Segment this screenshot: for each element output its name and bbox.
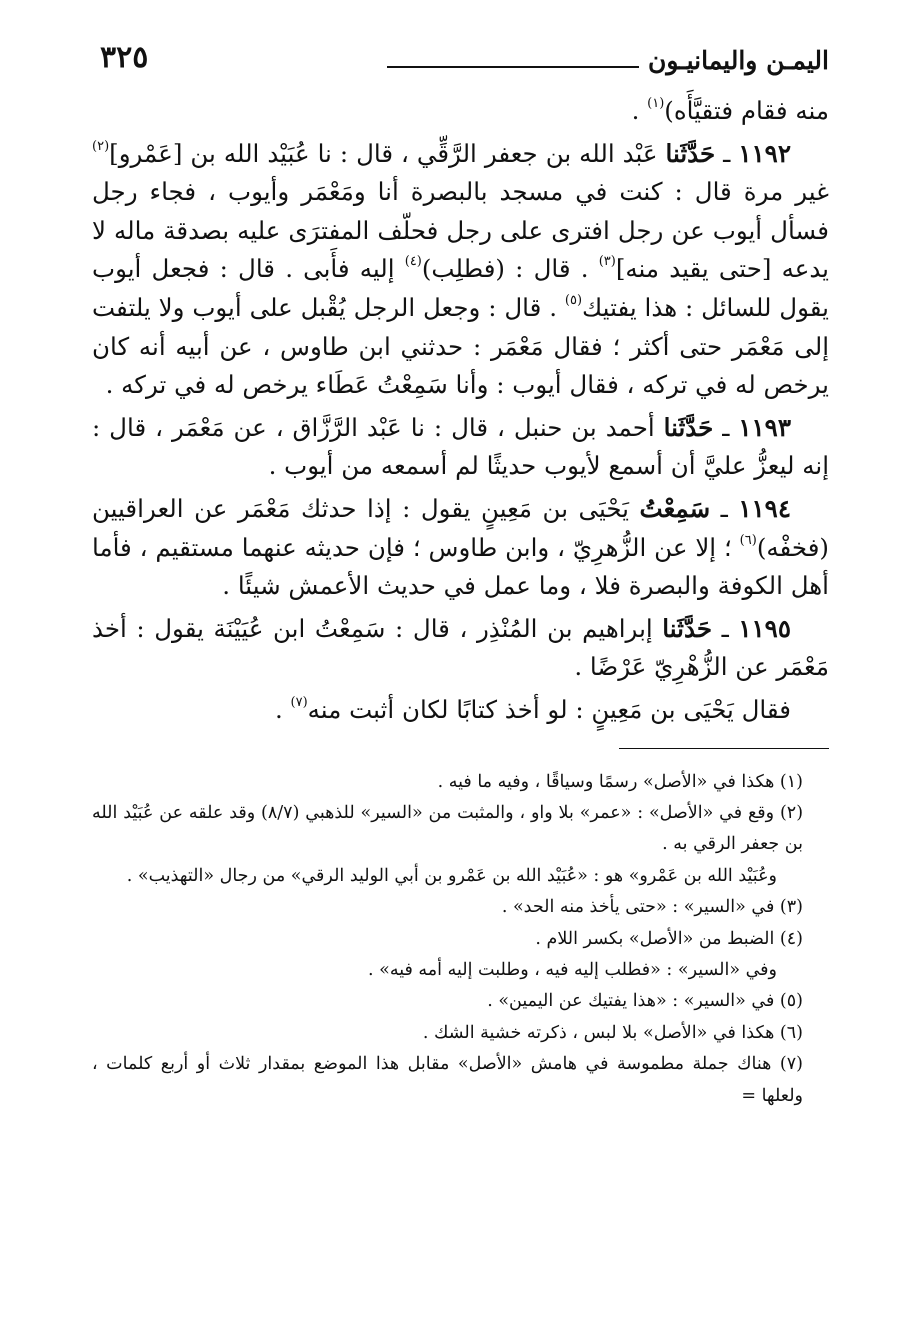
narration-verb: حَدَّثَنا xyxy=(662,613,712,643)
footnote-ref-6: (٦) xyxy=(739,532,757,548)
hadith-1192: ١١٩٢ ـ حَدَّثَنا عَبْد الله بن جعفر الرَّقِّي ، قال : نا عُبَيْد الله بن [عَمْرو]$^{(٢)}$ غير مرة قال : كنت في مسجد بالبصرة أنا ومَعْمَر وأيوب ، فجاء رجل فسأل أيوب عن رجل افترى على رجل فحلّف المفترَى عليه بصدقة ماله لا يدعه [حتى يقيد منه]$^{(٣)}$ . قال : (فطلِب)$^{(٤)}$ إليه فأَبى . قال : فجعل أيوب يقول للسائل : هذا يفتيك$^{(٥)}$ . قال : وجعل الرجل يُقْبل على أيوب ولا يلتفت إلى مَعْمَر حتى أكثر ؛ فقال مَعْمَر : حدثني ابن طاوس ، عن أبيه أنه كان يرخص له في تركه ، فقال أيوب : وأنا سَمِعْتُ عَطَاء يرخص له في تركه . xyxy=(92,138,830,400)
header-rule xyxy=(387,66,639,68)
comment-end: . xyxy=(274,694,291,724)
paragraph-text: منه فقام فتقيَّأَه) xyxy=(664,96,829,125)
footnote-4-note: وفي «السير» : «فطلب إليه فيه ، وطلبت إليه أمه فيه» . xyxy=(368,959,777,980)
hadith-text-3: . قال : (فطلِب) xyxy=(421,254,599,284)
page-header xyxy=(92,40,829,84)
footnotes xyxy=(92,767,829,1112)
main-text xyxy=(92,92,829,730)
footnote-ref-4: (٤) xyxy=(404,254,422,270)
hadith-text-5: . قال : وجعل الرجل يُقْبل على أيوب ولا يلتفت إلى مَعْمَر حتى أكثر ؛ فقال مَعْمَر : حدثني ابن طاوس ، عن أبيه أنه كان يرخص له في تركه ، فقال أيوب : وأنا سَمِعْتُ عَطَاء يرخص له في تركه . xyxy=(92,292,829,400)
footnote-5: (٥) في «السير» : «هذا يفتيك عن اليمين» . xyxy=(487,991,803,1012)
hadith-text-2: غير مرة قال : كنت في مسجد بالبصرة أنا ومَعْمَر وأيوب ، فجاء رجل فسأل أيوب عن رجل افترى على رجل فحلّف المفترَى عليه بصدقة ماله لا يدعه [حتى يقيد منه] xyxy=(92,177,830,284)
hadith-text-1: يَحْيَى بن مَعِينٍ يقول : إذا حدثك مَعْمَر عن العراقيين (فخفْه) xyxy=(92,493,829,562)
footnote-ref-7: (٧) xyxy=(290,694,308,710)
hadith-number: ١١٩٤ xyxy=(738,493,791,523)
hadith-text-2: ؛ إلا عن الزُّهرِيّ ، وابن طاوس ؛ فإن حديثه عنهما مستقيم ، فأما أهل الكوفة والبصرة فلا ، وما عمل في حديث الأعمش شيئًا . xyxy=(92,532,829,601)
paragraph-end: . xyxy=(631,96,648,125)
footnote-ref-2: (٢) xyxy=(92,138,110,154)
hadith-1194: ١١٩٤ ـ سَمِعْتُ يَحْيَى بن مَعِينٍ يقول : إذا حدثك مَعْمَر عن العراقيين (فخفْه)$^{(٦)}$ ؛ إلا عن الزُّهرِيّ ، وابن طاوس ؛ فإن حديثه عنهما مستقيم ، فأما أهل الكوفة والبصرة فلا ، وما عمل في حديث الأعمش شيئًا . xyxy=(92,493,829,601)
hadith-1193: ١١٩٣ ـ حَدَّثَنا أحمد بن حنبل ، قال : نا عَبْد الرَّزَّاق ، عن مَعْمَر ، قال : إنه ليعزُّ عليَّ أن أسمع لأيوب حديثًا لم أسمعه من أيوب . xyxy=(92,412,829,481)
footnote-ref-1: (١) xyxy=(647,96,665,111)
running-title: اليمـن واليمانيـون xyxy=(648,46,829,75)
hadith-text: أحمد بن حنبل ، قال : نا عَبْد الرَّزَّاق ، عن مَعْمَر ، قال : إنه ليعزُّ عليَّ أن أسمع لأيوب حديثًا لم أسمعه من أيوب . xyxy=(92,412,829,481)
footnote-ref-3: (٣) xyxy=(598,254,616,270)
footnote-4: (٤) الضبط من «الأصل» بكسر اللام . xyxy=(535,928,803,949)
paragraph-continuation xyxy=(92,92,829,131)
hadith-number: ١١٩٣ xyxy=(738,412,791,442)
footnote-ref-5: (٥) xyxy=(564,292,583,308)
comment-text: فقال يَحْيَى بن مَعِينٍ : لو أخذ كتابًا لكان أثبت منه xyxy=(307,694,791,724)
footnote-1: (١) هكذا في «الأصل» رسمًا وسياقًا ، وفيه ما فيه . xyxy=(437,771,803,792)
hadith-number: ١١٩٥ xyxy=(738,613,791,643)
hadith-1195: ١١٩٥ ـ حَدَّثَنا إبراهيم بن المُنْذِر ، قال : سَمِعْتُ ابن عُيَيْنَة يقول : أخذ مَعْمَر عن الزُّهْرِيّ عَرْضًا . xyxy=(92,613,829,682)
hadith-text: إبراهيم بن المُنْذِر ، قال : سَمِعْتُ ابن عُيَيْنَة يقول : أخذ مَعْمَر عن الزُّهْرِيّ عَرْضًا . xyxy=(92,613,829,682)
footnote-3: (٣) في «السير» : «حتى يأخذ منه الحد» . xyxy=(501,897,803,918)
hadith-text-1: عَبْد الله بن جعفر الرَّقِّي ، قال : نا عُبَيْد الله بن [عَمْرو] xyxy=(109,138,658,168)
footnote-separator xyxy=(619,748,829,749)
hadith-1195-comment xyxy=(92,691,829,730)
footnote-6: (٦) هكذا في «الأصل» بلا لبس ، ذكرته خشية الشك . xyxy=(422,1022,803,1043)
narration-verb: سَمِعْتُ xyxy=(639,493,711,523)
hadith-text-4: إليه فأَبى . قال : فجعل أيوب يقول للسائل : هذا يفتيك xyxy=(92,254,829,322)
footnote-2-note: وعُبَيْد الله بن عَمْرو» هو : «عُبَيْد الله بن عَمْرو بن أبي الوليد الرقي» من رجال «التهذيب» . xyxy=(126,865,777,886)
narration-verb: حَدَّثَنا xyxy=(665,138,716,168)
hadith-number: ١١٩٢ xyxy=(738,138,791,168)
page-number: ٣٢٥ xyxy=(100,40,149,75)
footnote-2: (٢) وقع في «الأصل» : «عمر» بلا واو ، والمثبت من «السير» للذهبي (٨/٧) وقد علقه عن عُبَيْد الله بن جعفر الرقي به . xyxy=(92,802,804,855)
narration-verb: حَدَّثَنا xyxy=(663,412,714,442)
footnote-7: (٧) هناك جملة مطموسة في هامش «الأصل» مقابل هذا الموضع بمقدار ثلاث أو أربع كلمات ، ولعلها = xyxy=(92,1054,803,1106)
